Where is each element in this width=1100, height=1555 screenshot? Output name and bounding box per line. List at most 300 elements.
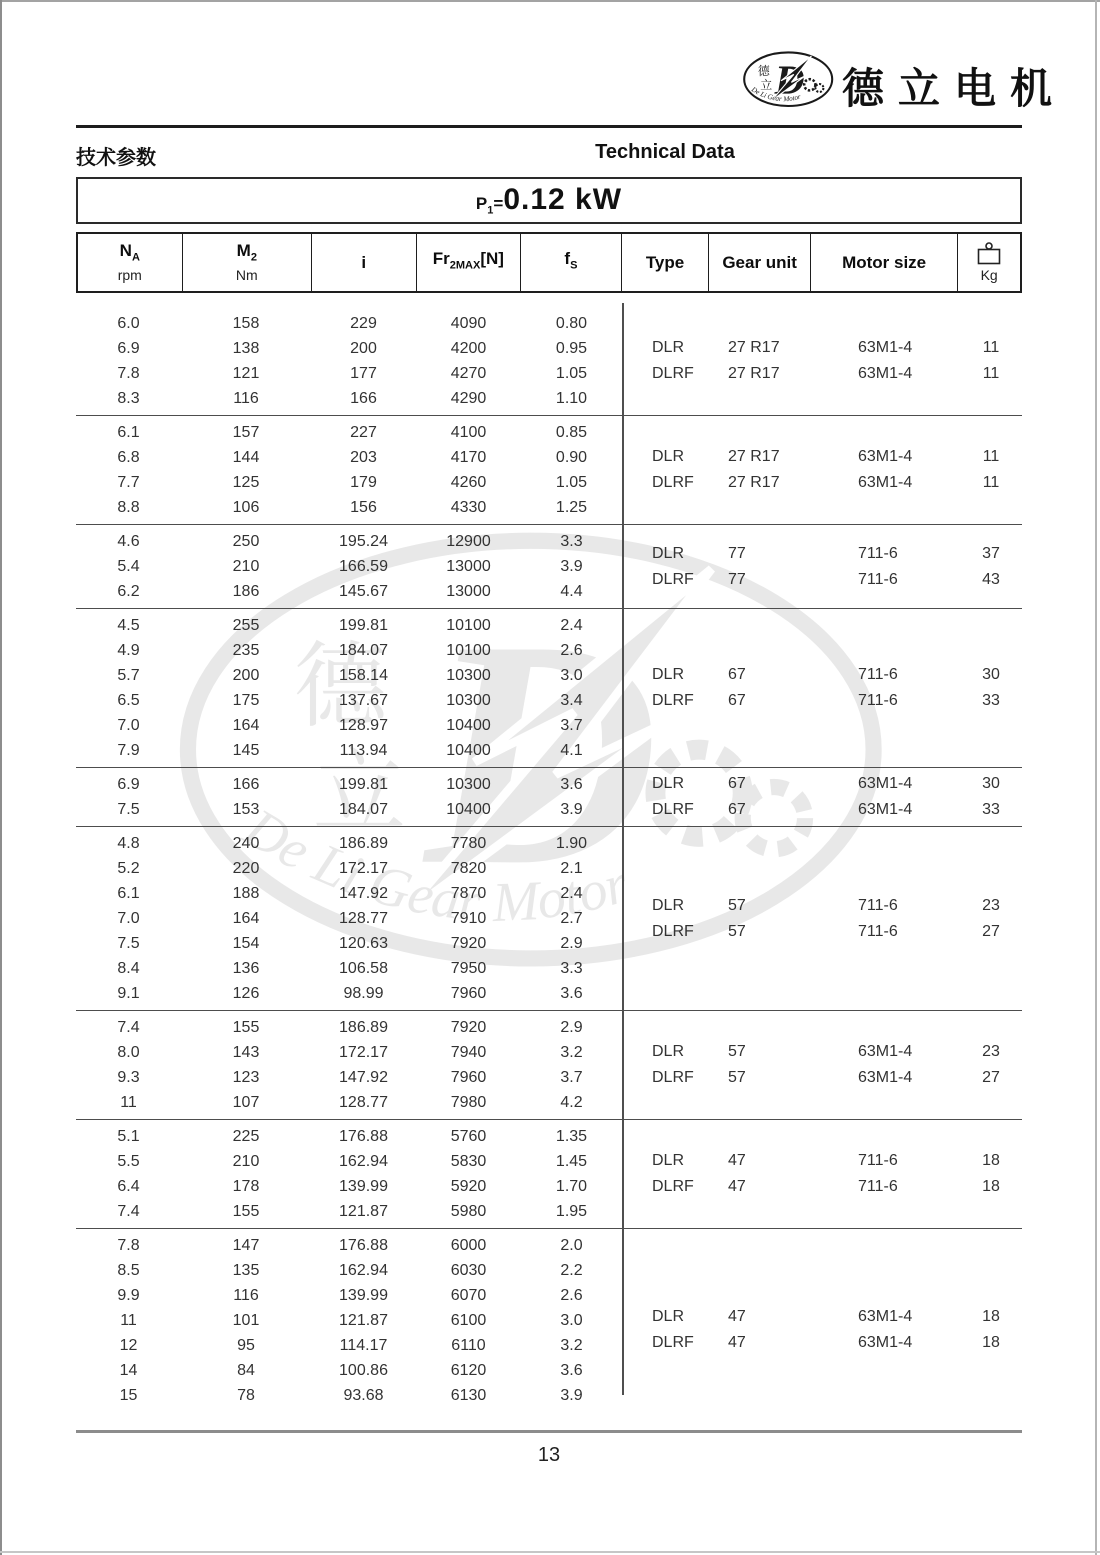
cell-gear-unit: 57 — [728, 1043, 746, 1060]
cell-na: 7.8 — [117, 1237, 140, 1254]
cell-fs: 3.2 — [560, 1044, 583, 1061]
cell-m2: 210 — [232, 558, 260, 575]
cell-fr2max: 10400 — [446, 742, 491, 759]
type-block — [622, 662, 1022, 714]
cell-motor-size: 711-6 — [858, 570, 898, 588]
cell-fs: 1.95 — [555, 1203, 588, 1220]
table-row — [76, 856, 1022, 881]
cell-fs: 4.2 — [560, 1094, 583, 1111]
cell-na: 15 — [119, 1387, 138, 1404]
cell-motor-size: 711-6 — [858, 666, 898, 683]
cell-fs: 3.6 — [560, 1362, 583, 1379]
cell-kg: 27 — [982, 1069, 1000, 1086]
cell-type: DLRF — [652, 1333, 694, 1351]
cell-i: 176.88 — [339, 1128, 388, 1145]
cell-fs: 2.6 — [560, 1287, 583, 1304]
cell-i: 145.67 — [339, 583, 388, 600]
column-label: $N_A$ — [119, 241, 140, 264]
cell-na: 5.2 — [117, 860, 140, 877]
type-block — [622, 444, 1022, 496]
cell-fs: 1.25 — [555, 499, 588, 516]
cell-type: DLR — [652, 1043, 685, 1060]
cell-m2: 155 — [232, 1019, 260, 1036]
cell-kg: 23 — [982, 1043, 1000, 1060]
cell-i: 199.81 — [339, 617, 388, 634]
cell-fs: 3.9 — [560, 1387, 583, 1404]
cell-na: 6.1 — [117, 424, 140, 441]
cell-m2: 78 — [237, 1387, 255, 1404]
column-unit: Kg — [980, 267, 998, 283]
cell-i: 106.58 — [339, 960, 388, 977]
cell-fr2max: 6130 — [450, 1387, 487, 1404]
cell-na: 7.5 — [117, 801, 140, 818]
cell-kg: 11 — [982, 474, 1000, 491]
column-header-i — [312, 234, 417, 291]
cell-type: DLR — [652, 775, 685, 792]
cell-fr2max: 7780 — [450, 835, 487, 852]
cell-kg: 30 — [982, 775, 1000, 792]
table-row — [76, 738, 1022, 763]
cell-m2: 147 — [232, 1237, 260, 1254]
column-header-gear-unit — [709, 234, 811, 291]
cell-i: 184.07 — [339, 642, 388, 659]
cell-gear-unit: 57 — [728, 896, 746, 914]
cell-m2: 123 — [232, 1069, 260, 1086]
cell-fs: 3.4 — [560, 692, 583, 709]
cell-na: 7.0 — [117, 717, 140, 734]
type-row — [622, 1174, 1022, 1200]
cell-m2: 200 — [232, 667, 260, 684]
cell-motor-size: 63M1-4 — [858, 339, 913, 356]
cell-m2: 175 — [232, 692, 260, 709]
data-group-4 — [76, 608, 1022, 767]
cell-fr2max: 5980 — [450, 1203, 487, 1220]
cell-gear-unit: 47 — [728, 1152, 746, 1169]
cell-m2: 143 — [232, 1044, 260, 1061]
cell-gear-unit: 47 — [728, 1307, 746, 1325]
cell-fr2max: 7870 — [450, 885, 487, 902]
cell-na: 6.1 — [117, 885, 140, 902]
cell-type: DLRF — [652, 1178, 694, 1195]
cell-fs: 3.2 — [560, 1337, 583, 1354]
table-row — [76, 420, 1022, 445]
cell-i: 200 — [350, 340, 377, 357]
cell-na: 4.8 — [117, 835, 140, 852]
page-edge-left — [0, 0, 2, 1555]
cell-na: 5.5 — [117, 1153, 140, 1170]
cell-fs: 2.0 — [560, 1237, 583, 1254]
cell-na: 6.9 — [117, 776, 140, 793]
cell-gear-unit: 57 — [728, 922, 746, 940]
type-row — [622, 893, 1022, 919]
table-row — [76, 495, 1022, 520]
data-group-3 — [76, 524, 1022, 608]
brand-name: 德立电机 — [842, 67, 1067, 113]
cell-kg: 18 — [982, 1307, 1000, 1325]
cell-fs: 0.90 — [555, 449, 588, 466]
cell-fs: 2.7 — [560, 910, 583, 927]
cell-i: 166.59 — [339, 558, 388, 575]
cell-fs: 0.80 — [555, 315, 588, 332]
cell-fr2max: 4290 — [450, 390, 487, 407]
cell-motor-size: 63M1-4 — [858, 775, 913, 792]
cell-fs: 3.3 — [560, 960, 583, 977]
cell-i: 186.89 — [339, 835, 388, 852]
cell-fs: 3.3 — [560, 533, 583, 550]
cell-na: 6.4 — [117, 1178, 140, 1195]
cell-fr2max: 10300 — [446, 776, 491, 793]
cell-na: 7.4 — [117, 1203, 140, 1220]
cell-i: 172.17 — [339, 1044, 388, 1061]
cell-gear-unit: 67 — [728, 692, 746, 709]
cell-na: 5.4 — [117, 558, 140, 575]
cell-i: 166 — [350, 390, 377, 407]
cell-m2: 125 — [232, 474, 260, 491]
cell-type: DLR — [652, 666, 685, 683]
cell-motor-size: 711-6 — [858, 1152, 898, 1169]
page-edge-right — [1095, 0, 1097, 1555]
table-row — [76, 831, 1022, 856]
cell-m2: 157 — [232, 424, 260, 441]
power-value: 0.12 kW — [503, 183, 623, 216]
cell-i: 120.63 — [339, 935, 388, 952]
cell-na: 5.7 — [117, 667, 140, 684]
cell-na: 9.1 — [117, 985, 140, 1002]
cell-na: 7.5 — [117, 935, 140, 952]
cell-gear-unit: 67 — [728, 801, 746, 818]
column-label: $M_2$ — [236, 241, 257, 264]
cell-m2: 155 — [232, 1203, 260, 1220]
cell-m2: 135 — [232, 1262, 260, 1279]
cell-gear-unit: 67 — [728, 775, 746, 792]
cell-gear-unit: 27 R17 — [728, 365, 780, 382]
cell-fs: 3.9 — [560, 558, 583, 575]
cell-na: 8.5 — [117, 1262, 140, 1279]
column-header-motor-size — [811, 234, 958, 291]
page-edge-bottom — [0, 1551, 1100, 1553]
cell-motor-size: 63M1-4 — [858, 1333, 913, 1351]
cell-m2: 235 — [232, 642, 260, 659]
cell-i: 227 — [350, 424, 377, 441]
cell-i: 199.81 — [339, 776, 388, 793]
cell-m2: 144 — [232, 449, 260, 466]
titles-row — [76, 141, 1022, 171]
cell-kg: 18 — [982, 1152, 1000, 1169]
cell-type: DLR — [652, 339, 685, 356]
column-label: Gear unit — [722, 252, 797, 272]
type-row — [622, 1330, 1022, 1356]
column-label: $Fr_{2MAX}[N]$ — [432, 249, 504, 272]
cell-na: 11 — [120, 1312, 137, 1329]
type-row — [622, 662, 1022, 688]
cell-m2: 188 — [232, 885, 260, 902]
cell-na: 12 — [119, 1337, 138, 1354]
cell-m2: 166 — [232, 776, 260, 793]
cell-fs: 4.1 — [560, 742, 583, 759]
table-row — [76, 1258, 1022, 1283]
cell-motor-size: 63M1-4 — [858, 365, 913, 382]
table-row — [76, 956, 1022, 981]
page-edge-top — [0, 0, 1100, 2]
cell-fr2max: 7950 — [450, 960, 487, 977]
cell-fr2max: 7910 — [450, 910, 487, 927]
table-row — [76, 1015, 1022, 1040]
cell-na: 8.4 — [117, 960, 140, 977]
cell-motor-size: 63M1-4 — [858, 474, 913, 491]
data-group-9 — [76, 1228, 1022, 1430]
cell-fr2max: 7980 — [450, 1094, 487, 1111]
power-rating-box — [76, 177, 1022, 224]
type-block — [622, 335, 1022, 387]
cell-na: 6.2 — [117, 583, 140, 600]
cell-type: DLR — [652, 1307, 685, 1325]
cell-m2: 186 — [232, 583, 260, 600]
cell-na: 9.9 — [117, 1287, 140, 1304]
cell-motor-size: 711-6 — [858, 922, 898, 940]
cell-kg: 33 — [982, 801, 1000, 818]
cell-fr2max: 10300 — [446, 667, 491, 684]
cell-i: 203 — [350, 449, 377, 466]
cell-m2: 95 — [237, 1337, 255, 1354]
cell-i: 137.67 — [339, 692, 388, 709]
type-block — [622, 1148, 1022, 1200]
cell-i: 139.99 — [339, 1178, 388, 1195]
cell-motor-size: 63M1-4 — [858, 801, 913, 818]
cell-fs: 3.9 — [560, 801, 583, 818]
cell-i: 176.88 — [339, 1237, 388, 1254]
type-block — [622, 1039, 1022, 1091]
cell-kg: 30 — [982, 666, 1000, 683]
cell-i: 128.97 — [339, 717, 388, 734]
cell-m2: 106 — [232, 499, 260, 516]
cell-na: 8.3 — [117, 390, 140, 407]
cell-gear-unit: 77 — [728, 544, 746, 562]
cell-type: DLR — [652, 448, 685, 465]
cell-fr2max: 5920 — [450, 1178, 487, 1195]
cell-gear-unit: 27 R17 — [728, 339, 780, 356]
cell-m2: 153 — [232, 801, 260, 818]
cell-fs: 1.45 — [555, 1153, 588, 1170]
page-title-cn: 技术参数 — [76, 147, 156, 169]
cell-fs: 3.6 — [560, 985, 583, 1002]
cell-i: 128.77 — [339, 1094, 388, 1111]
cell-gear-unit: 47 — [728, 1178, 746, 1195]
cell-m2: 145 — [232, 742, 260, 759]
table-row — [76, 713, 1022, 738]
cell-kg: 27 — [982, 922, 1000, 940]
table-row — [76, 1233, 1022, 1258]
table-row — [76, 638, 1022, 663]
cell-i: 158.14 — [339, 667, 388, 684]
cell-fs: 2.2 — [560, 1262, 583, 1279]
table-row — [76, 981, 1022, 1006]
column-header-fs — [521, 234, 622, 291]
cell-i: 113.94 — [339, 742, 388, 759]
cell-m2: 240 — [232, 835, 260, 852]
cell-m2: 116 — [233, 390, 259, 407]
column-label: i — [361, 252, 367, 272]
cell-kg: 18 — [982, 1178, 1000, 1195]
cell-i: 179 — [350, 474, 377, 491]
cell-fr2max: 13000 — [446, 583, 491, 600]
cell-gear-unit: 67 — [728, 666, 746, 683]
cell-fs: 2.4 — [560, 617, 583, 634]
cell-na: 7.9 — [117, 742, 140, 759]
cell-i: 114.17 — [339, 1337, 388, 1354]
cell-i: 186.89 — [339, 1019, 388, 1036]
cell-m2: 138 — [232, 340, 260, 357]
cell-fr2max: 6100 — [450, 1312, 487, 1329]
table-row — [76, 1199, 1022, 1224]
cell-na: 14 — [119, 1362, 138, 1379]
type-row — [622, 1148, 1022, 1174]
cell-fr2max: 5760 — [450, 1128, 487, 1145]
data-group-1 — [76, 307, 1022, 415]
cell-na: 7.7 — [117, 474, 140, 491]
type-row — [622, 541, 1022, 567]
cell-fs: 3.7 — [560, 1069, 583, 1086]
cell-m2: 116 — [233, 1287, 259, 1304]
type-row — [622, 335, 1022, 361]
cell-na: 4.9 — [117, 642, 140, 659]
cell-fr2max: 6030 — [450, 1262, 487, 1279]
cell-gear-unit: 47 — [728, 1333, 746, 1351]
cell-kg: 18 — [982, 1333, 1000, 1351]
column-label: Motor size — [842, 252, 927, 272]
cell-i: 147.92 — [339, 885, 388, 902]
column-unit: rpm — [117, 266, 142, 283]
cell-gear-unit: 57 — [728, 1069, 746, 1086]
table-row — [76, 1358, 1022, 1383]
cell-kg: 43 — [982, 570, 1000, 588]
cell-m2: 121 — [232, 365, 260, 382]
cell-i: 98.99 — [343, 985, 384, 1002]
table-row — [76, 1383, 1022, 1408]
cell-type: DLRF — [652, 801, 694, 818]
cell-fr2max: 4100 — [450, 424, 487, 441]
cell-fs: 3.0 — [560, 1312, 583, 1329]
cell-fr2max: 10100 — [446, 642, 491, 659]
cell-motor-size: 711-6 — [858, 544, 898, 562]
cell-gear-unit: 27 R17 — [728, 448, 780, 465]
cell-fr2max: 10400 — [446, 717, 491, 734]
cell-i: 128.77 — [339, 910, 388, 927]
cell-fs: 1.35 — [555, 1128, 588, 1145]
cell-type: DLRF — [652, 474, 694, 491]
cell-fr2max: 7960 — [450, 1069, 487, 1086]
table-row — [76, 386, 1022, 411]
column-label: $f_S$ — [564, 249, 578, 272]
cell-m2: 101 — [232, 1312, 260, 1329]
cell-fr2max: 5830 — [450, 1153, 487, 1170]
cell-gear-unit: 27 R17 — [728, 474, 780, 491]
cell-fr2max: 6070 — [450, 1287, 487, 1304]
cell-motor-size: 63M1-4 — [858, 1043, 913, 1060]
cell-na: 7.8 — [117, 365, 140, 382]
cell-fs: 2.9 — [560, 1019, 583, 1036]
type-row — [622, 444, 1022, 470]
cell-na: 7.0 — [117, 910, 140, 927]
cell-gear-unit: 77 — [728, 570, 746, 588]
cell-i: 162.94 — [339, 1262, 388, 1279]
type-row — [622, 797, 1022, 823]
cell-i: 147.92 — [339, 1069, 388, 1086]
cell-na: 6.8 — [117, 449, 140, 466]
cell-na: 4.6 — [117, 533, 140, 550]
type-row — [622, 1065, 1022, 1091]
cell-fr2max: 13000 — [446, 558, 491, 575]
type-block — [622, 541, 1022, 593]
table-row — [76, 1124, 1022, 1149]
cell-na: 5.1 — [117, 1128, 140, 1145]
cell-i: 121.87 — [339, 1203, 388, 1220]
type-row — [622, 688, 1022, 714]
cell-m2: 220 — [232, 860, 260, 877]
table-row — [76, 613, 1022, 638]
type-row — [622, 567, 1022, 593]
cell-kg: 11 — [982, 448, 1000, 465]
cell-i: 162.94 — [339, 1153, 388, 1170]
cell-m2: 250 — [232, 533, 260, 550]
column-header-fr2max — [417, 234, 522, 291]
cell-m2: 255 — [232, 617, 260, 634]
cell-i: 93.68 — [343, 1387, 384, 1404]
column-header-kg — [958, 234, 1020, 291]
cell-kg: 11 — [982, 365, 1000, 382]
table-row — [76, 311, 1022, 336]
data-group-5 — [76, 767, 1022, 826]
cell-i: 184.07 — [339, 801, 388, 818]
cell-motor-size: 711-6 — [858, 896, 898, 914]
cell-m2: 178 — [232, 1178, 260, 1195]
cell-fr2max: 4330 — [450, 499, 487, 516]
cell-na: 6.5 — [117, 692, 140, 709]
cell-fr2max: 7820 — [450, 860, 487, 877]
cell-fr2max: 4090 — [450, 315, 487, 332]
cell-m2: 154 — [232, 935, 260, 952]
table-row — [76, 1090, 1022, 1115]
cell-fr2max: 4200 — [450, 340, 487, 357]
cell-fs: 1.90 — [555, 835, 588, 852]
cell-m2: 164 — [232, 910, 260, 927]
table-bottom-rule — [76, 1430, 1022, 1433]
cell-kg: 11 — [982, 339, 1000, 356]
cell-fs: 2.1 — [560, 860, 583, 877]
cell-motor-size: 63M1-4 — [858, 1069, 913, 1086]
cell-kg: 33 — [982, 692, 1000, 709]
type-block — [622, 771, 1022, 823]
cell-fs: 2.9 — [560, 935, 583, 952]
data-group-2 — [76, 415, 1022, 524]
cell-kg: 23 — [982, 896, 1000, 914]
cell-fr2max: 4260 — [450, 474, 487, 491]
cell-type: DLRF — [652, 365, 694, 382]
cell-m2: 107 — [232, 1094, 260, 1111]
cell-type: DLRF — [652, 692, 694, 709]
cell-fs: 2.4 — [560, 885, 583, 902]
cell-i: 100.86 — [339, 1362, 388, 1379]
cell-i: 177 — [350, 365, 377, 382]
cell-fr2max: 4170 — [450, 449, 487, 466]
cell-fr2max: 7920 — [450, 1019, 487, 1036]
weight-icon — [976, 242, 1002, 266]
cell-na: 11 — [120, 1094, 137, 1111]
table-header-row — [76, 232, 1022, 293]
cell-type: DLR — [652, 1152, 685, 1169]
cell-m2: 84 — [237, 1362, 255, 1379]
cell-type: DLR — [652, 896, 685, 914]
type-block — [622, 893, 1022, 945]
